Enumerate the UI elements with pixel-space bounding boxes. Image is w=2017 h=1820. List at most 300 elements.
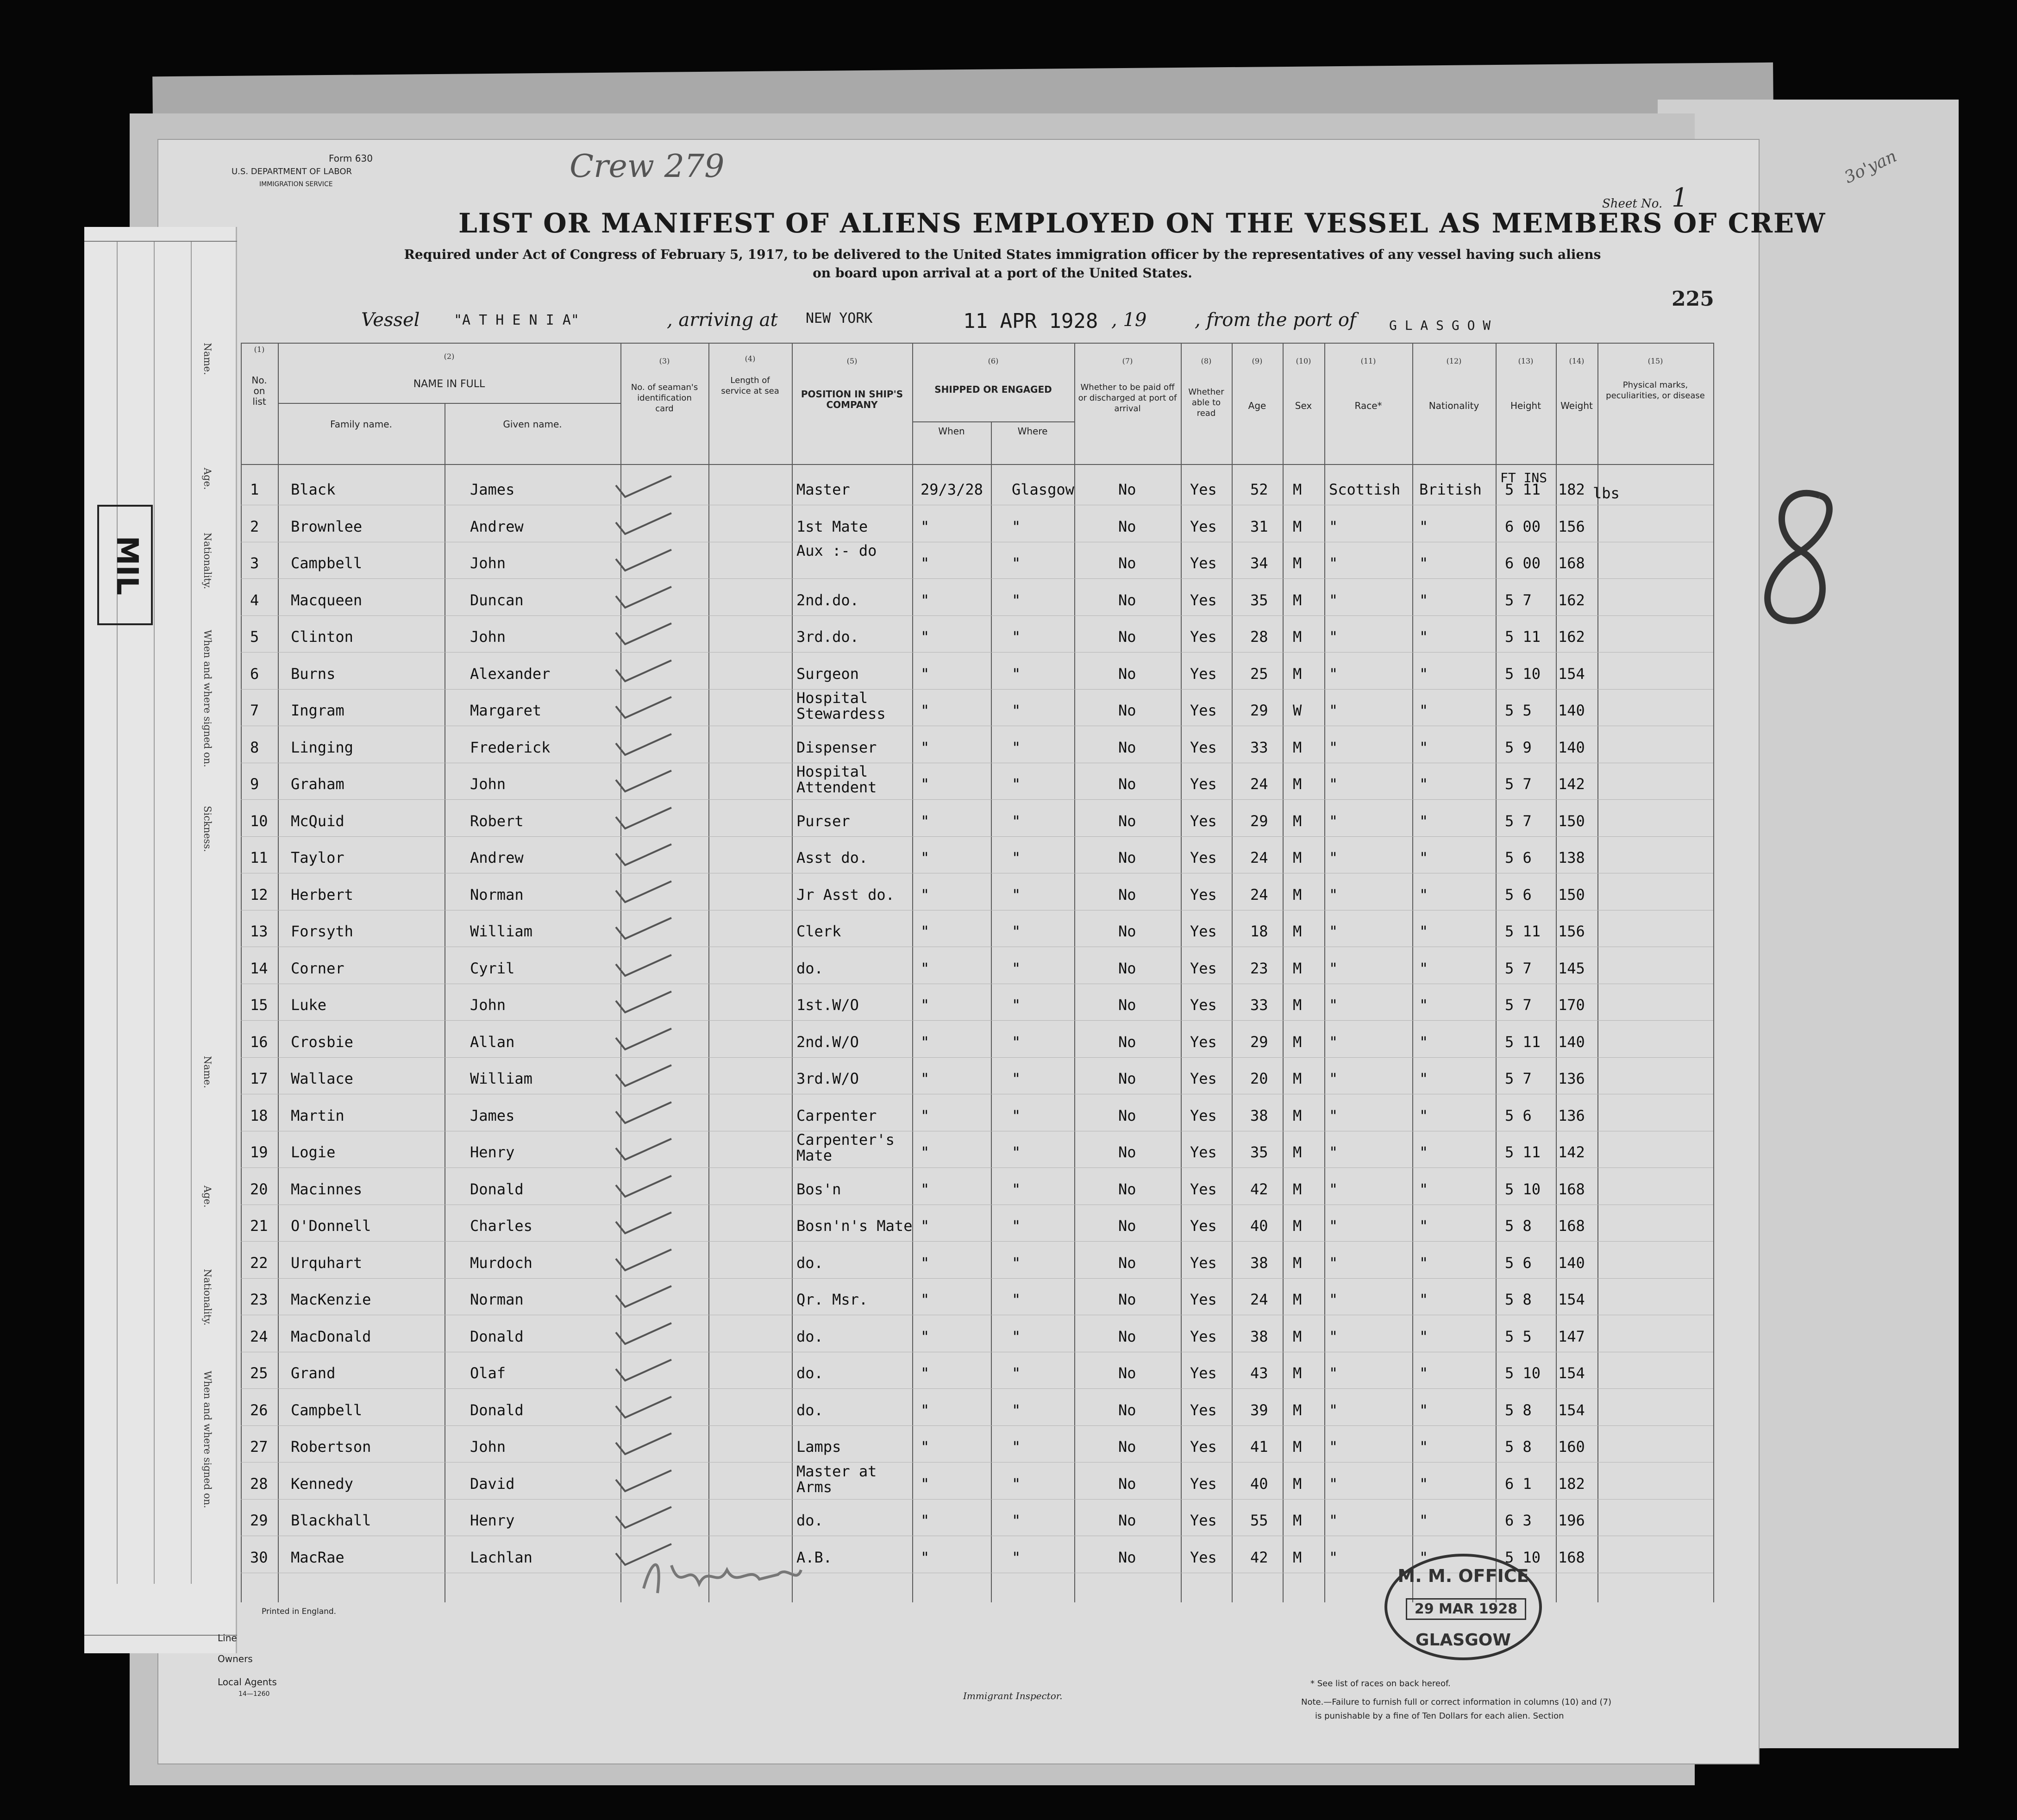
- weight: 142: [1558, 1143, 1585, 1161]
- shipped-where: ": [1012, 885, 1021, 904]
- row-number: 19: [250, 1143, 268, 1161]
- shipped-when: ": [921, 665, 930, 683]
- shipped-where: ": [1012, 812, 1021, 830]
- weight: 140: [1558, 1254, 1585, 1272]
- height: 5 10: [1505, 1548, 1541, 1566]
- row-number: 27: [250, 1438, 268, 1456]
- given-name: James: [470, 481, 515, 498]
- weight: 154: [1558, 1364, 1585, 1382]
- able-to-read: Yes: [1190, 1033, 1217, 1051]
- position: do.: [796, 1401, 823, 1419]
- able-to-read: Yes: [1190, 812, 1217, 830]
- row-number: 5: [250, 628, 259, 646]
- race: ": [1329, 1364, 1338, 1382]
- from-port-label: , from the port of: [1195, 309, 1356, 331]
- weight: 140: [1558, 738, 1585, 756]
- footer-line: Line: [218, 1632, 237, 1644]
- sex: M: [1293, 665, 1302, 683]
- sex: M: [1293, 554, 1302, 572]
- arrival-port: NEW YORK: [806, 310, 873, 326]
- family-name: MacRae: [291, 1548, 345, 1566]
- nationality: ": [1419, 517, 1428, 535]
- able-to-read: Yes: [1190, 885, 1217, 904]
- sex: M: [1293, 1217, 1302, 1235]
- age: 33: [1250, 738, 1268, 756]
- col-num-5: (5): [846, 357, 858, 365]
- family-name: Corner: [291, 959, 345, 977]
- sex: M: [1293, 481, 1302, 498]
- slip-label: When and where signed on.: [202, 1371, 213, 1508]
- handwritten-crew-note: Crew 279: [570, 148, 725, 185]
- able-to-read: Yes: [1190, 554, 1217, 572]
- race: ": [1329, 885, 1338, 904]
- sex: M: [1293, 591, 1302, 609]
- race: ": [1329, 1254, 1338, 1272]
- weight-units: lbs: [1593, 484, 1620, 502]
- col-num-8: (8): [1201, 357, 1212, 365]
- row-number: 1: [250, 481, 259, 498]
- age: 31: [1250, 517, 1268, 535]
- shipped-where: ": [1012, 996, 1021, 1014]
- able-to-read: Yes: [1190, 1070, 1217, 1087]
- nationality: ": [1419, 1401, 1428, 1419]
- row-number: 26: [250, 1401, 268, 1419]
- race: ": [1329, 996, 1338, 1014]
- paid-off: No: [1118, 1143, 1136, 1161]
- row-number: 12: [250, 885, 268, 904]
- race: ": [1329, 1143, 1338, 1161]
- paid-off: No: [1118, 738, 1136, 756]
- height: 5 10: [1505, 665, 1541, 683]
- able-to-read: Yes: [1190, 1401, 1217, 1419]
- race: ": [1329, 1475, 1338, 1493]
- race: ": [1329, 517, 1338, 535]
- shipped-where: ": [1012, 1512, 1021, 1529]
- shipped-where: ": [1012, 702, 1021, 719]
- family-name: Martin: [291, 1106, 345, 1124]
- family-name: Linging: [291, 738, 353, 756]
- row-number: 8: [250, 738, 259, 756]
- row-number: 23: [250, 1291, 268, 1308]
- col-num-7: (7): [1122, 357, 1133, 365]
- race: Scottish: [1329, 481, 1401, 498]
- slip-label: Age.: [202, 1186, 213, 1208]
- nationality: ": [1419, 1475, 1428, 1493]
- header-no-on-list: No. on list: [251, 375, 267, 407]
- able-to-read: Yes: [1190, 591, 1217, 609]
- shipped-where: ": [1012, 1106, 1021, 1124]
- subtitle-line-1: Required under Act of Congress of February 5, 1917, to be delivered to the United States immigration officer by the representatives of any vessel having such aliens: [404, 247, 1601, 262]
- age: 38: [1250, 1106, 1268, 1124]
- weight: 168: [1558, 1548, 1585, 1566]
- stamp-line-1: M. M. OFFICE: [1397, 1566, 1529, 1586]
- shipped-when: ": [921, 849, 930, 866]
- position: Surgeon: [796, 665, 859, 683]
- sex: M: [1293, 1512, 1302, 1529]
- paid-off: No: [1118, 1438, 1136, 1456]
- age: 33: [1250, 996, 1268, 1014]
- position: Bosn'n's Mate: [796, 1217, 913, 1235]
- height: 5 6: [1505, 849, 1532, 866]
- shipped-where: ": [1012, 1254, 1021, 1272]
- family-name: McQuid: [291, 812, 345, 830]
- paid-off: No: [1118, 591, 1136, 609]
- paid-off: No: [1118, 702, 1136, 719]
- race: ": [1329, 628, 1338, 646]
- row-number: 10: [250, 812, 268, 830]
- crew-manifest-table: [241, 343, 1713, 1602]
- able-to-read: Yes: [1190, 1512, 1217, 1529]
- age: 24: [1250, 849, 1268, 866]
- row-number: 25: [250, 1364, 268, 1382]
- given-name: Norman: [470, 885, 524, 904]
- height: 5 8: [1505, 1438, 1532, 1456]
- check-mark-icon: [611, 768, 676, 796]
- weight: 154: [1558, 1401, 1585, 1419]
- age: 20: [1250, 1070, 1268, 1087]
- weight: 150: [1558, 885, 1585, 904]
- position: 3rd.W/O: [796, 1070, 859, 1087]
- position: Master: [796, 481, 850, 498]
- family-name: Robertson: [291, 1438, 371, 1456]
- given-name: Margaret: [470, 702, 542, 719]
- shipped-when: ": [921, 591, 930, 609]
- row-number: 7: [250, 702, 259, 719]
- shipped-when: ": [921, 1143, 930, 1161]
- position: Master at Arms: [796, 1462, 877, 1496]
- position: Purser: [796, 812, 850, 830]
- check-mark-icon: [611, 658, 676, 686]
- race: ": [1329, 1070, 1338, 1087]
- check-mark-icon: [611, 1394, 676, 1422]
- given-name: Allan: [470, 1033, 515, 1051]
- shipped-where: ": [1012, 1291, 1021, 1308]
- shipped-when: ": [921, 1070, 930, 1087]
- header-weight: Weight: [1560, 400, 1593, 411]
- paid-off: No: [1118, 665, 1136, 683]
- arriving-label: , arriving at: [667, 309, 778, 331]
- sex: M: [1293, 1438, 1302, 1456]
- given-name: John: [470, 554, 506, 572]
- family-name: Grand: [291, 1364, 336, 1382]
- slip-label: Sickness.: [202, 806, 213, 852]
- nationality: ": [1419, 1254, 1428, 1272]
- paid-off: No: [1118, 1254, 1136, 1272]
- shipped-where: ": [1012, 1364, 1021, 1382]
- able-to-read: Yes: [1190, 849, 1217, 866]
- header-nationality: Nationality: [1428, 400, 1479, 411]
- shipped-when: 29/3/28: [921, 481, 983, 498]
- able-to-read: Yes: [1190, 959, 1217, 977]
- shipped-when: ": [921, 996, 930, 1014]
- position: Qr. Msr.: [796, 1291, 868, 1308]
- sex: M: [1293, 996, 1302, 1014]
- header-length-service: Length of service at sea: [721, 376, 779, 396]
- height: 6 3: [1505, 1512, 1532, 1529]
- shipped-when: ": [921, 1475, 930, 1493]
- position: Carpenter: [796, 1106, 877, 1124]
- nationality: British: [1419, 481, 1482, 498]
- sex: M: [1293, 1475, 1302, 1493]
- race: ": [1329, 1548, 1338, 1566]
- family-name: Logie: [291, 1143, 336, 1161]
- able-to-read: Yes: [1190, 923, 1217, 940]
- position: 3rd.do.: [796, 628, 859, 646]
- row-number: 30: [250, 1548, 268, 1566]
- paid-off: No: [1118, 1512, 1136, 1529]
- paid-off: No: [1118, 1217, 1136, 1235]
- able-to-read: Yes: [1190, 517, 1217, 535]
- nationality: ": [1419, 885, 1428, 904]
- position: Hospital Attendent: [796, 763, 877, 796]
- check-mark-icon: [611, 1174, 676, 1201]
- shipped-when: ": [921, 1401, 930, 1419]
- nationality: ": [1419, 1070, 1428, 1087]
- paid-off: No: [1118, 481, 1136, 498]
- family-name: Blackhall: [291, 1512, 371, 1529]
- able-to-read: Yes: [1190, 481, 1217, 498]
- position: 2nd.do.: [796, 591, 859, 609]
- row-number: 9: [250, 775, 259, 793]
- family-name: MacDonald: [291, 1327, 371, 1345]
- slip-label: When and where signed on.: [202, 630, 213, 767]
- paid-off: No: [1118, 1106, 1136, 1124]
- family-name: MacKenzie: [291, 1291, 371, 1308]
- family-name: Herbert: [291, 885, 353, 904]
- given-name: David: [470, 1475, 515, 1493]
- stamp-date: 29 MAR 1928: [1406, 1598, 1526, 1620]
- paid-off: No: [1118, 959, 1136, 977]
- given-name: Cyril: [470, 959, 515, 977]
- nationality: ": [1419, 1291, 1428, 1308]
- handwritten-corner-note: 3o'yan: [1841, 146, 1900, 188]
- shipped-where: ": [1012, 628, 1021, 646]
- paid-off: No: [1118, 554, 1136, 572]
- able-to-read: Yes: [1190, 1217, 1217, 1235]
- check-mark-icon: [611, 805, 676, 833]
- weight: 168: [1558, 1180, 1585, 1198]
- shipped-when: ": [921, 1180, 930, 1198]
- position: 1st.W/O: [796, 996, 859, 1014]
- check-mark-icon: [611, 1247, 676, 1275]
- family-name: Crosbie: [291, 1033, 353, 1051]
- footer-form-code: 14—1260: [238, 1690, 270, 1698]
- shipped-where: ": [1012, 1327, 1021, 1345]
- height: 6 00: [1505, 554, 1541, 572]
- weight: 162: [1558, 591, 1585, 609]
- shipped-when: ": [921, 1512, 930, 1529]
- age: 38: [1250, 1254, 1268, 1272]
- shipped-when: ": [921, 1291, 930, 1308]
- check-mark-icon: [611, 511, 676, 539]
- height: 5 8: [1505, 1291, 1532, 1308]
- shipped-where: ": [1012, 591, 1021, 609]
- form-number: Form 630: [329, 153, 373, 164]
- weight: 156: [1558, 517, 1585, 535]
- row-number: 3: [250, 554, 259, 572]
- header-age: Age: [1248, 400, 1266, 411]
- able-to-read: Yes: [1190, 1143, 1217, 1161]
- check-mark-icon: [611, 916, 676, 943]
- age: 29: [1250, 702, 1268, 719]
- able-to-read: Yes: [1190, 738, 1217, 756]
- folded-slip: [84, 227, 237, 1653]
- position: 1st Mate: [796, 517, 868, 535]
- footer-agents: Local Agents: [218, 1676, 277, 1688]
- height: 5 6: [1505, 1106, 1532, 1124]
- weight: 162: [1558, 628, 1585, 646]
- weight: 145: [1558, 959, 1585, 977]
- position: Hospital Stewardess: [796, 689, 886, 722]
- age: 55: [1250, 1512, 1268, 1529]
- check-mark-icon: [611, 842, 676, 870]
- subtitle: [387, 245, 1618, 282]
- header-name-in-full: NAME IN FULL: [413, 378, 485, 390]
- nationality: ": [1419, 1364, 1428, 1382]
- race: ": [1329, 554, 1338, 572]
- race: ": [1329, 959, 1338, 977]
- header-able-read: Whether able to read: [1188, 387, 1224, 418]
- check-mark-icon: [611, 989, 676, 1017]
- col-num-14: (14): [1569, 357, 1585, 365]
- shipped-when: ": [921, 738, 930, 756]
- position: Asst do.: [796, 849, 868, 866]
- note-line-2: is punishable by a fine of Ten Dollars for each alien. Section: [1315, 1711, 1564, 1721]
- col-num-6: (6): [988, 357, 999, 365]
- header-family-name: Family name.: [330, 419, 392, 430]
- position: Bos'n: [796, 1180, 841, 1198]
- sex: M: [1293, 849, 1302, 866]
- nationality: ": [1419, 775, 1428, 793]
- header-where: Where: [1017, 426, 1048, 437]
- able-to-read: Yes: [1190, 1438, 1217, 1456]
- departure-port: G L A S G O W: [1389, 318, 1491, 333]
- nationality: ": [1419, 554, 1428, 572]
- row-number: 22: [250, 1254, 268, 1272]
- given-name: Norman: [470, 1291, 524, 1308]
- race: ": [1329, 1512, 1338, 1529]
- family-name: Macqueen: [291, 591, 363, 609]
- check-mark-icon: [611, 953, 676, 980]
- race: ": [1329, 812, 1338, 830]
- slip-mark: MIL: [97, 505, 153, 625]
- position: Clerk: [796, 923, 841, 940]
- race: ": [1329, 665, 1338, 683]
- shipped-where: ": [1012, 923, 1021, 940]
- nationality: ": [1419, 1327, 1428, 1345]
- nationality: ": [1419, 738, 1428, 756]
- check-mark-icon: [611, 474, 676, 502]
- shipped-where: ": [1012, 775, 1021, 793]
- able-to-read: Yes: [1190, 1254, 1217, 1272]
- shipped-when: ": [921, 959, 930, 977]
- height: 5 7: [1505, 996, 1532, 1014]
- weight: 136: [1558, 1070, 1585, 1087]
- position: Lamps: [796, 1438, 841, 1456]
- department: U.S. DEPARTMENT OF LABOR: [232, 167, 352, 176]
- weight: 168: [1558, 1217, 1585, 1235]
- given-name: Olaf: [470, 1364, 506, 1382]
- check-mark-icon: [611, 1468, 676, 1496]
- height: 5 11: [1505, 1143, 1541, 1161]
- paid-off: No: [1118, 1401, 1136, 1419]
- sex: M: [1293, 738, 1302, 756]
- given-name: Henry: [470, 1512, 515, 1529]
- family-name: Brownlee: [291, 517, 363, 535]
- race: ": [1329, 1217, 1338, 1235]
- nationality: ": [1419, 1217, 1428, 1235]
- immigrant-inspector: Immigrant Inspector.: [963, 1690, 1063, 1701]
- col-num-9: (9): [1252, 357, 1263, 365]
- check-mark-icon: [611, 1026, 676, 1054]
- given-name: John: [470, 628, 506, 646]
- age: 42: [1250, 1180, 1268, 1198]
- check-mark-icon: [611, 732, 676, 759]
- race: ": [1329, 849, 1338, 866]
- shipped-where: ": [1012, 1033, 1021, 1051]
- col-num-10: (10): [1296, 357, 1311, 365]
- vessel-name: "A T H E N I A": [454, 312, 579, 328]
- weight: 140: [1558, 702, 1585, 719]
- slip-label: Name.: [202, 1056, 213, 1088]
- nationality: ": [1419, 702, 1428, 719]
- height: 5 7: [1505, 1070, 1532, 1087]
- printed-in: Printed in England.: [262, 1607, 337, 1616]
- nationality: ": [1419, 1143, 1428, 1161]
- height: 5 9: [1505, 738, 1532, 756]
- nationality: ": [1419, 591, 1428, 609]
- footer-owners: Owners: [218, 1653, 253, 1664]
- family-name: Luke: [291, 996, 327, 1014]
- paid-off: No: [1118, 923, 1136, 940]
- given-name: John: [470, 996, 506, 1014]
- row-number: 28: [250, 1475, 268, 1493]
- race: ": [1329, 1327, 1338, 1345]
- race: ": [1329, 1291, 1338, 1308]
- row-number: 11: [250, 849, 268, 866]
- sex: M: [1293, 923, 1302, 940]
- sex: W: [1293, 702, 1302, 719]
- shipped-where: ": [1012, 1217, 1021, 1235]
- shipped-where: ": [1012, 1438, 1021, 1456]
- able-to-read: Yes: [1190, 702, 1217, 719]
- check-mark-icon: [611, 547, 676, 575]
- races-note: * See list of races on back hereof.: [1310, 1679, 1451, 1688]
- shipped-when: ": [921, 1254, 930, 1272]
- height: 5 7: [1505, 959, 1532, 977]
- family-name: Taylor: [291, 849, 345, 866]
- nationality: ": [1419, 1180, 1428, 1198]
- paid-off: No: [1118, 885, 1136, 904]
- position: do.: [796, 1327, 823, 1345]
- shipped-where: ": [1012, 1475, 1021, 1493]
- nationality: ": [1419, 849, 1428, 866]
- race: ": [1329, 702, 1338, 719]
- weight: 160: [1558, 1438, 1585, 1456]
- height: 5 11: [1505, 481, 1541, 498]
- family-name: Forsyth: [291, 923, 353, 940]
- nationality: ": [1419, 1512, 1428, 1529]
- shipped-where: ": [1012, 554, 1021, 572]
- age: 42: [1250, 1548, 1268, 1566]
- slip-label: Nationality.: [202, 533, 213, 590]
- height: 5 7: [1505, 775, 1532, 793]
- position: A.B.: [796, 1548, 833, 1566]
- family-name: Graham: [291, 775, 345, 793]
- age: 41: [1250, 1438, 1268, 1456]
- sex: M: [1293, 1180, 1302, 1198]
- sheet-label: Sheet No.: [1602, 197, 1663, 211]
